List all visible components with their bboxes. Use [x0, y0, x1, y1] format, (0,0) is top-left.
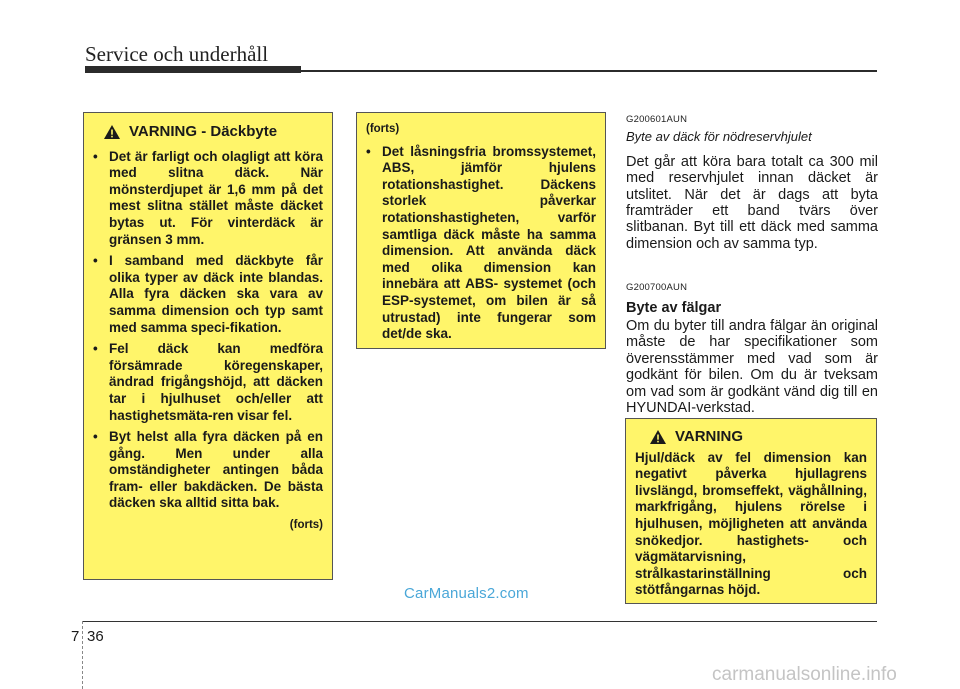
section-code: G200601AUN	[626, 114, 688, 125]
warning-text: Hjul/däck av fel dimension kan negativt påverka hjullagrens livslängd, bromseffekt, väghållning, markfrigång, hjulens rörelse i hjulhusen, möjligheten att använda snökedjor. hastighets- och vägmätarvisning, strålkastarinställning och stötfångarnas höjd.	[635, 449, 867, 598]
warning-triangle-icon	[649, 429, 667, 445]
warning-triangle-icon	[103, 124, 121, 140]
list-item: • Fel däck kan medföra försämrade köregenskaper, ändrad frigångshöjd, att däcken tar i hjulhuset och/eller att hastighetsmäta-ren visar fel.	[93, 341, 323, 424]
footer-rule	[83, 621, 877, 622]
page-number: 36	[87, 628, 104, 645]
section-text: Det går att köra bara totalt ca 300 mil med reservhjulet innan däcket är utslitet. När det är dags att byta framträder ett band tvärs över slitbanan. Byt till ett däck med samma dimension och av samma typ.	[626, 153, 878, 252]
section-subtitle: Byte av däck för nödreservhjulet	[626, 129, 812, 145]
list-item: • Byt helst alla fyra däcken på en gång. Men under alla omständigheter antingen båda fram- eller bakdäcken. De bästa däcken ska alltid sitta bak.	[93, 429, 323, 512]
warning-heading	[649, 429, 867, 446]
page-separator	[82, 621, 84, 689]
section-code: G200700AUN	[626, 282, 688, 294]
site-watermark: carmanualsonline.info	[712, 664, 897, 685]
header-bar	[85, 66, 301, 73]
watermark-link[interactable]: CarManuals2.com	[404, 585, 529, 602]
warning-list	[93, 149, 323, 512]
list-item: • I samband med däckbyte får olika typer av däck inte blandas. Alla fyra däcken ska vara av samma dimension och typ samt med samma speci-fikation.	[93, 253, 323, 336]
page-header-title: Service och underhåll	[85, 42, 269, 66]
section-subtitle: Byte av fälgar	[626, 299, 722, 316]
continued-label: (forts)	[366, 123, 400, 135]
list-item: • Det är farligt och olagligt att köra med slitna däck. När mönsterdjupet är 1,6 mm på det mest slitna stället måste däcket bytas ut. För vinterdäck är gränsen 3 mm.	[93, 149, 323, 249]
continued-label: (forts)	[289, 519, 323, 532]
warning-box-wheel-dimension	[625, 418, 877, 604]
list-item: • Det låsningsfria bromssystemet, ABS, jämför hjulens rotationshastighet. Däckens storlek påverkar rotationshastigheten, varför samtliga däck måste ha samma dimension. Att använda däck med olika dimension kan innebära att ABS- systemet (och ESP-systemet, om bilen är så utrustad) inte fungerar som det/de ska.	[366, 144, 596, 343]
warning-box-tire-change	[83, 112, 333, 580]
chapter-number: 7	[71, 628, 80, 645]
section-text: Om du byter till andra fälgar än original måste de har specifikationer som överensstämmer med vad som är godkänt för bilen. Om du är tveksam om vad som är godkänt vänd dig till en HYUNDAI-verkstad.	[626, 318, 878, 417]
warning-heading-text: VARNING	[675, 428, 744, 445]
header-rule	[301, 70, 877, 72]
warning-list	[366, 144, 596, 343]
warning-box-continued	[356, 112, 606, 349]
warning-heading	[103, 124, 323, 141]
right-column	[626, 112, 878, 417]
warning-heading-text: VARNING - Däckbyte	[129, 123, 278, 140]
